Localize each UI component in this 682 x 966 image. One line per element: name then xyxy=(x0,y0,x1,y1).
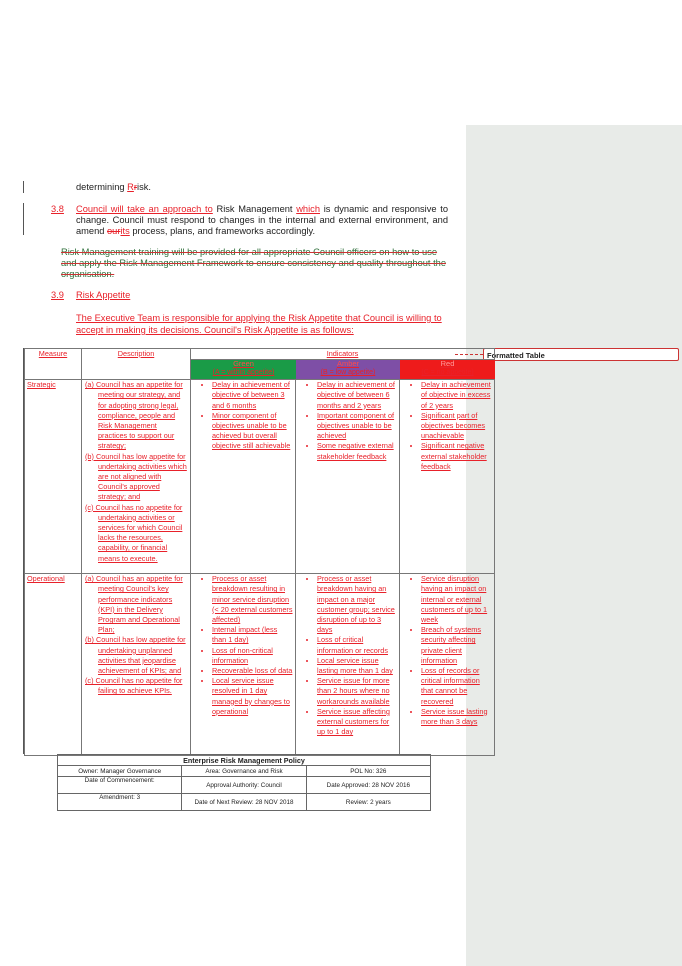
amber-indicators-operational xyxy=(296,574,400,756)
footer-area: Area: Governance and Risk xyxy=(182,766,306,777)
indicator-item: • Service issue affecting external customers for up to 1 day xyxy=(317,707,397,738)
indicator-item: • Recoverable loss of data xyxy=(212,666,293,676)
description-item: (c) Council has no appetite for failing to achieve KPIs. xyxy=(85,676,183,696)
footer-review-period: Review: 2 years xyxy=(306,794,430,811)
indicator-item: • Local service issue lasting more than 1 day xyxy=(317,656,397,676)
footer-pol-number: POL No: 326 xyxy=(306,766,430,777)
indicator-item: • Delay in achievement of objective in excess of 2 years xyxy=(421,380,492,411)
description-item: (a) Council has an appetite for meeting our strategy, and for adopting strong legal, compliance, people and Risk Management practices to support our strategy; xyxy=(85,380,183,451)
description-header: Description xyxy=(82,349,191,380)
indicator-item: • Some negative external stakeholder feedback xyxy=(317,441,397,461)
policy-footer-table xyxy=(57,754,431,811)
green-indicators-operational xyxy=(191,574,296,756)
green-level-header: Green (A = within appetite) xyxy=(191,360,296,379)
indicator-item: • Internal impact (less than 1 day) xyxy=(212,625,293,645)
change-bar xyxy=(23,181,24,193)
indicator-item: • Loss of records or critical information that cannot be recovered xyxy=(421,666,492,707)
amber-indicators-strategic xyxy=(296,380,400,574)
footer-amendment: Amendment: 3 xyxy=(58,794,182,811)
footer-commencement: Date of Commencement: xyxy=(58,777,182,794)
red-indicators-strategic xyxy=(400,380,495,574)
indicator-item: • Significant part of objectives becomes unachievable xyxy=(421,411,492,442)
level-header-row xyxy=(191,360,495,380)
footer-date-approved: Date Approved: 28 NOV 2016 xyxy=(306,777,430,794)
red-indicators-operational xyxy=(400,574,495,756)
amber-level-header: Amber (B = low appetite) xyxy=(296,360,400,379)
item-3-8-text: Council will take an approach to Risk Management which is dynamic and responsive to change. Council must respond to changes in the internal and external environment, and amend ourits process, plans, and frameworks accordingly. xyxy=(76,204,448,236)
measure-header: Measure xyxy=(25,349,82,380)
indicator-item: • Loss of non-critical information xyxy=(212,646,293,666)
item-3-8-number: 3.8 xyxy=(51,204,64,214)
indicator-item: • Delay in achievement of objective of between 3 and 6 months xyxy=(212,380,293,411)
indicator-item: • Delay in achievement of objective of between 6 months and 2 years xyxy=(317,380,397,411)
indicator-item: • Local service issue resolved in 1 day managed by changes to operational xyxy=(212,676,293,717)
indicator-item: • Minor component of objectives unable to be achieved but overall objective still achievable xyxy=(212,411,293,452)
footer-title: Enterprise Risk Management Policy xyxy=(58,755,431,766)
indicator-item: • Loss of critical information or records xyxy=(317,635,397,655)
description-operational xyxy=(82,574,191,756)
item-3-9-number: 3.9 xyxy=(51,290,64,300)
markup-pane xyxy=(466,125,682,966)
item-3-9-title: Risk Appetite xyxy=(76,290,131,300)
measure-strategic: Strategic xyxy=(25,380,82,574)
change-bar xyxy=(23,203,24,235)
green-indicators-strategic xyxy=(191,380,296,574)
description-strategic xyxy=(82,380,191,574)
indicator-item: • Process or asset breakdown having an impact on a major customer group; service disruption of up to 3 days xyxy=(317,574,397,635)
measure-operational: Operational xyxy=(25,574,82,756)
deleted-paragraph: Risk Management training will be provided for all appropriate Council officers on how to use and apply the Risk Management Framework to ensure consistency and quality throughout the organisation. xyxy=(61,247,447,279)
indicator-item: • Service issue lasting more than 3 days xyxy=(421,707,492,727)
description-item: (b) Council has low appetite for undertaking unplanned activities that jeopardise achievement of KPIs; and xyxy=(85,635,186,676)
indicator-item: • Process or asset breakdown resulting in minor service disruption (< 20 external customers affected) xyxy=(212,574,293,625)
footer-owner: Owner: Manager Governance xyxy=(58,766,182,777)
intro-line: determining Rrisk. xyxy=(76,182,151,192)
indicator-item: • Service disruption having an impact on internal or external customers of up to 1 week xyxy=(421,574,492,625)
red-level-header: Red (C = no appetite) xyxy=(400,360,495,379)
indicator-item: • Breach of systems security affecting private client information xyxy=(421,625,492,666)
description-item: (a) Council has an appetite for meeting Council's key performance indicators (KPI) in the Delivery Program and Operational Plan; xyxy=(85,574,183,635)
indicators-header: Indicators xyxy=(191,349,495,360)
appetite-paragraph: The Executive Team is responsible for applying the Risk Appetite that Council is willing to accept in making its decisions. Council's Risk Appetite is as follows: xyxy=(76,313,442,335)
description-item: (b) Council has low appetite for undertaking activities which are not aligned with Council's approved strategy; and xyxy=(85,451,187,502)
risk-appetite-table xyxy=(24,348,495,756)
description-item: (c) Council has no appetite for undertaking activities or services for which Council lacks the resources, capability, or financial means to execute. xyxy=(85,502,183,563)
indicator-item: • Significant negative external stakeholder feedback xyxy=(421,441,492,472)
indicator-item: • Service issue for more than 2 hours where no workarounds available xyxy=(317,676,397,707)
indicator-item: • Important component of objectives unable to be achieved xyxy=(317,411,397,442)
formatted-table-comment[interactable]: Formatted Table xyxy=(483,348,679,361)
footer-next-review: Date of Next Review: 28 NOV 2018 xyxy=(182,794,306,811)
footer-approval-authority: Approval Authority: Council xyxy=(182,777,306,794)
